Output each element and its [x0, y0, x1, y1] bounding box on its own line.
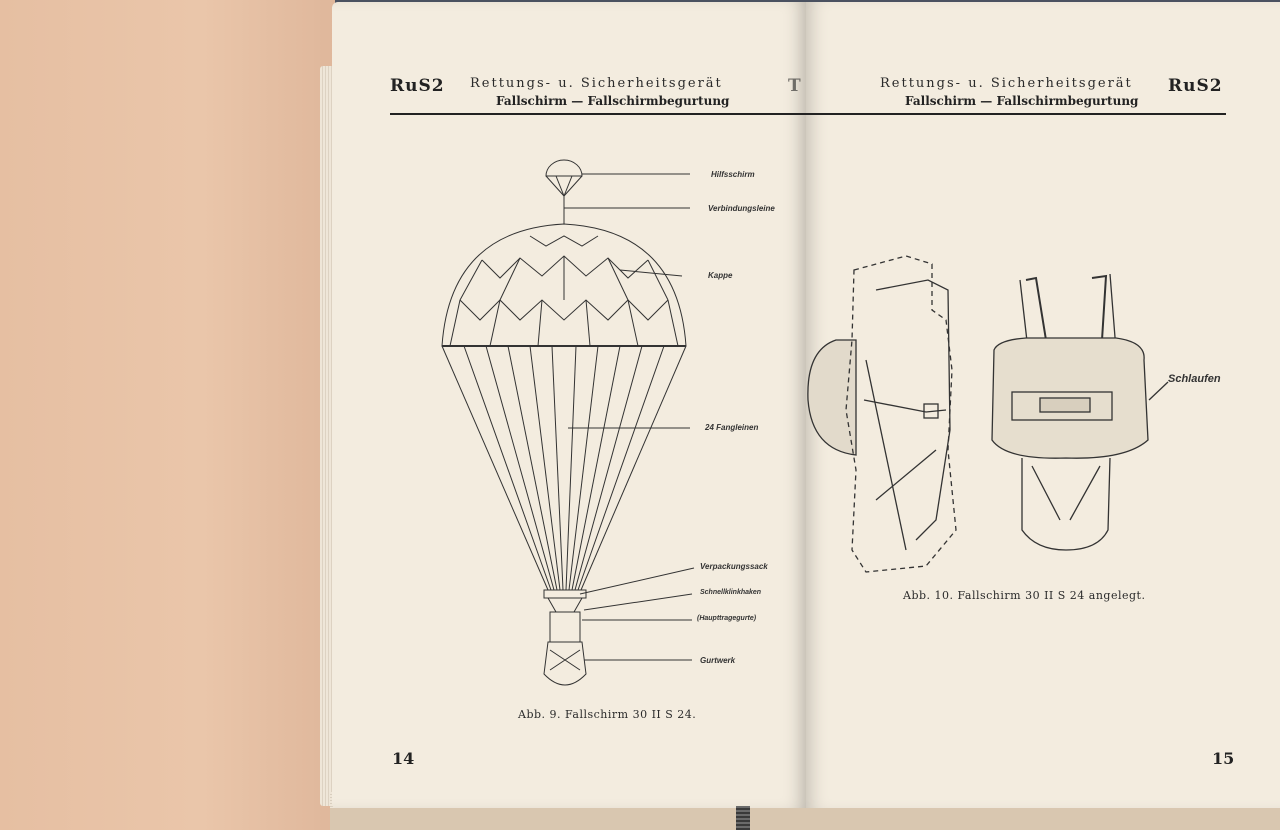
left-header-code: RuS2 — [390, 76, 445, 96]
right-header-subtitle: Fallschirm — Fallschirmbegurtung — [905, 94, 1139, 108]
label-schnellklinkhaken: Schnellklinkhaken — [700, 589, 762, 596]
label-kappe: Kappe — [708, 271, 733, 280]
book-cover-left — [0, 0, 335, 830]
right-header-title: Rettungs- u. Sicherheitsgerät — [880, 76, 1133, 91]
back-pack-icon — [808, 340, 856, 455]
harness-icon — [544, 642, 586, 685]
left-page-number: 14 — [392, 749, 415, 768]
label-schlaufen: Schlaufen — [1168, 373, 1221, 385]
label-verbindungsleine: Verbindungsleine — [708, 204, 775, 213]
right-caption: Abb. 10. Fallschirm 30 II S 24 angelegt. — [903, 589, 1146, 602]
right-header-code: RuS2 — [1168, 76, 1223, 96]
label-fangleinen: 24 Fangleinen — [705, 423, 759, 432]
label-verpackungssack: Verpackungssack — [700, 562, 768, 571]
left-header-title: Rettungs- u. Sicherheitsgerät — [470, 76, 723, 91]
label-hilfsschirm: Hilfsschirm — [711, 170, 755, 179]
bookmark-ribbon — [736, 806, 750, 830]
label-gurtwerk: Gurtwerk — [700, 656, 736, 665]
right-header-rule — [806, 113, 1226, 115]
parachute-worn-diagram — [806, 250, 1226, 580]
left-header-subtitle: Fallschirm — Fallschirmbegurtung — [496, 94, 730, 108]
left-header-rule — [390, 113, 806, 115]
pilot-chute-icon — [546, 160, 582, 176]
right-header-code-bleed: T — [788, 76, 802, 96]
label-haupttragegurte: (Haupttragegurte) — [697, 615, 757, 622]
right-page-number: 15 — [1212, 749, 1235, 768]
left-caption: Abb. 9. Fallschirm 30 II S 24. — [518, 708, 697, 721]
